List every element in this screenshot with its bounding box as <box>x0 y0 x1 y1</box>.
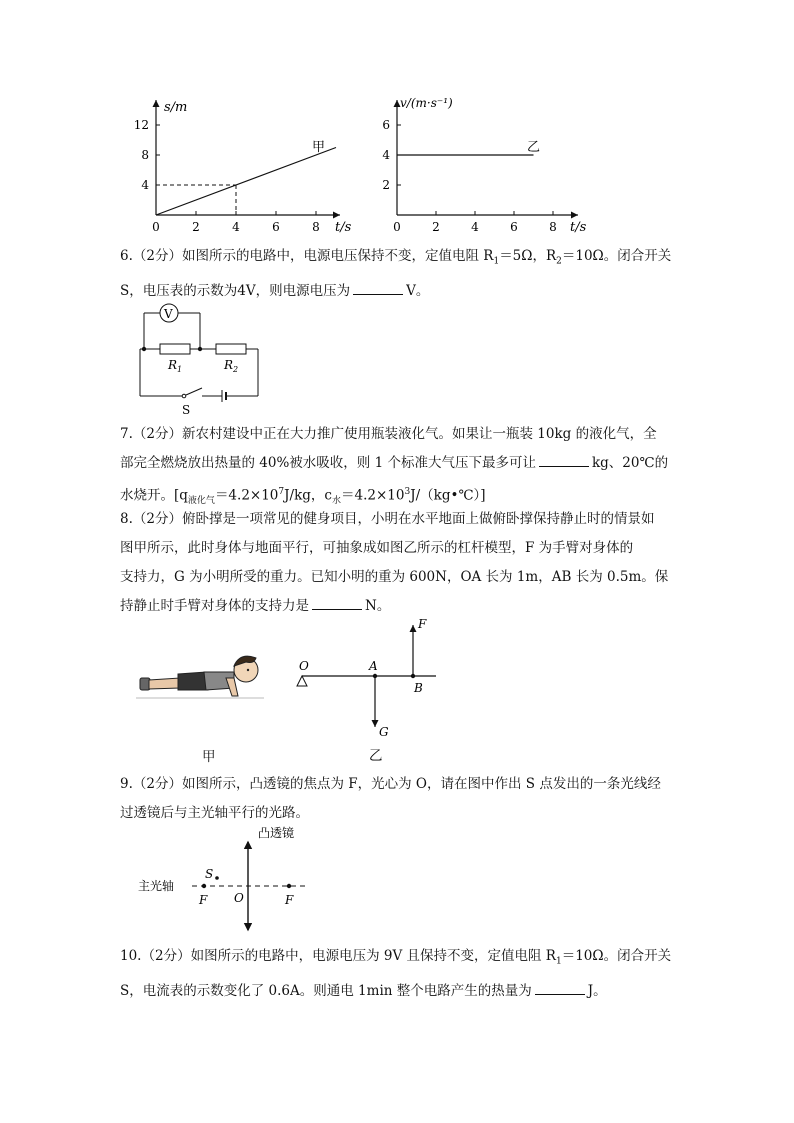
left-x-tick-label: 6 <box>272 220 280 234</box>
q10-answer-blank[interactable] <box>535 980 585 995</box>
focal-point-right <box>287 884 291 888</box>
q7-line-2: 部完全燃烧放出热量的 40%被水吸收，则 1 个标准大气压下最多可让 kg、20℃的 <box>120 449 680 478</box>
q8-line-2: 图甲所示，此时身体与地面平行，可抽象成如图乙所示的杠杆模型，F 为手臂对身体的 <box>120 540 634 556</box>
resistor-r1 <box>160 344 190 354</box>
right-y-axis-label: v/(m·s⁻¹) <box>400 96 453 110</box>
right-y-tick-label: 4 <box>382 148 390 162</box>
left-y-tick-label: 12 <box>133 118 149 132</box>
question-10 <box>120 942 680 1006</box>
lens-label: 凸透镜 <box>258 826 295 840</box>
q10-line-2: S，电流表的示数变化了 0.6A。则通电 1min 整个电路产生的热量为 J。 <box>120 977 680 1006</box>
figure-jia-caption: 甲 <box>202 749 216 765</box>
resistor-r2 <box>216 344 246 354</box>
left-x-axis-label: t/s <box>335 220 352 235</box>
left-y-tick-label: 4 <box>141 178 149 192</box>
question-9 <box>120 770 680 828</box>
right-y-tick-label: 2 <box>382 178 390 192</box>
pushup-person-illustration <box>136 648 266 704</box>
right-x-axis-label: t/s <box>570 220 587 235</box>
q9-line-1: 9.（2分）如图所示，凸透镜的焦点为 F，光心为 O，请在图中作出 S 点发出的一条光线经 <box>120 776 661 792</box>
q8-line-4: 持静止时手臂对身体的支持力是 N。 <box>120 592 680 621</box>
left-x-tick-label: 8 <box>312 220 320 234</box>
left-y-tick-label: 8 <box>141 148 149 162</box>
label-g: G <box>379 725 389 739</box>
left-series-line <box>156 148 336 216</box>
question-6 <box>120 242 680 306</box>
q6-line-1: 6.（2分）如图所示的电路中，电源电压保持不变，定值电阻 $R_1=5\Omega$，$R_2=10\Omega$。闭合开关 <box>120 248 672 267</box>
q6-line-2: S，电压表的示数为4V，则电源电压为 V。 <box>120 277 680 306</box>
q6-circuit-diagram <box>130 300 270 418</box>
q7-line-3: 水烧开。[$q_{液化气}=4.2\times 10^7J/kg$，$c_水=4.2\times 10^3J/(kg•℃)$] <box>120 487 486 507</box>
switch-label: S <box>182 403 191 417</box>
left-line-label: 甲 <box>312 140 326 155</box>
label-o: O <box>234 891 244 905</box>
label-f-right: F <box>285 893 294 907</box>
q7-line-1: 7.（2分）新农村建设中正在大力推广使用瓶装液化气。如果让一瓶装 10kg 的液化气，全 <box>120 426 657 442</box>
q6-answer-blank[interactable] <box>353 280 403 295</box>
convex-lens-diagram <box>130 822 320 940</box>
r2-label: $R_2$ <box>224 358 239 374</box>
question-8 <box>120 505 680 621</box>
q7-answer-blank[interactable] <box>539 452 589 467</box>
switch-symbol <box>186 388 202 395</box>
switch-pivot <box>182 394 186 398</box>
right-y-tick-label: 6 <box>382 118 390 132</box>
principal-axis-label: 主光轴 <box>138 879 175 893</box>
lever-model-diagram <box>290 615 450 765</box>
left-x-tick-label: 0 <box>152 220 160 234</box>
right-x-tick-label: 6 <box>510 220 518 234</box>
graphs-figure <box>0 0 794 240</box>
right-x-tick-label: 2 <box>432 220 440 234</box>
label-f-left: F <box>199 893 208 907</box>
label-o: O <box>299 659 309 673</box>
left-x-tick-label: 4 <box>232 220 240 234</box>
focal-point-left <box>202 884 206 888</box>
left-x-tick-label: 2 <box>192 220 200 234</box>
figure-yi-caption: 乙 <box>369 748 383 764</box>
r1-label: $R_1$ <box>168 358 183 374</box>
question-7 <box>120 420 680 516</box>
q9-line-2: 过透镜后与主光轴平行的光路。 <box>120 805 309 821</box>
q8-line-1: 8.（2分）俯卧撑是一项常见的健身项目，小明在水平地面上做俯卧撑保持静止时的情景如 <box>120 511 655 527</box>
label-a: A <box>369 659 378 673</box>
label-b: B <box>414 681 423 695</box>
q8-line-3: 支持力，G 为小明所受的重力。已知小明的重为 600N，OA 长为 1m，AB 长为 0.5m。保 <box>120 569 669 585</box>
q8-answer-blank[interactable] <box>312 595 362 610</box>
pivot-triangle <box>297 676 307 686</box>
source-point-s <box>215 876 219 880</box>
right-line-label: 乙 <box>527 140 541 155</box>
right-x-tick-label: 8 <box>549 220 557 234</box>
voltmeter-label: V <box>164 307 173 321</box>
left-y-axis-label: s/m <box>164 100 188 115</box>
q10-line-1: 10.（2分）如图所示的电路中，电源电压为 9V 且保持不变，定值电阻 $R_1=10\Omega$。闭合开关 <box>120 948 672 967</box>
label-f: F <box>418 617 427 631</box>
right-x-tick-label: 4 <box>471 220 479 234</box>
right-x-tick-label: 0 <box>393 220 401 234</box>
label-s: S <box>205 867 214 881</box>
